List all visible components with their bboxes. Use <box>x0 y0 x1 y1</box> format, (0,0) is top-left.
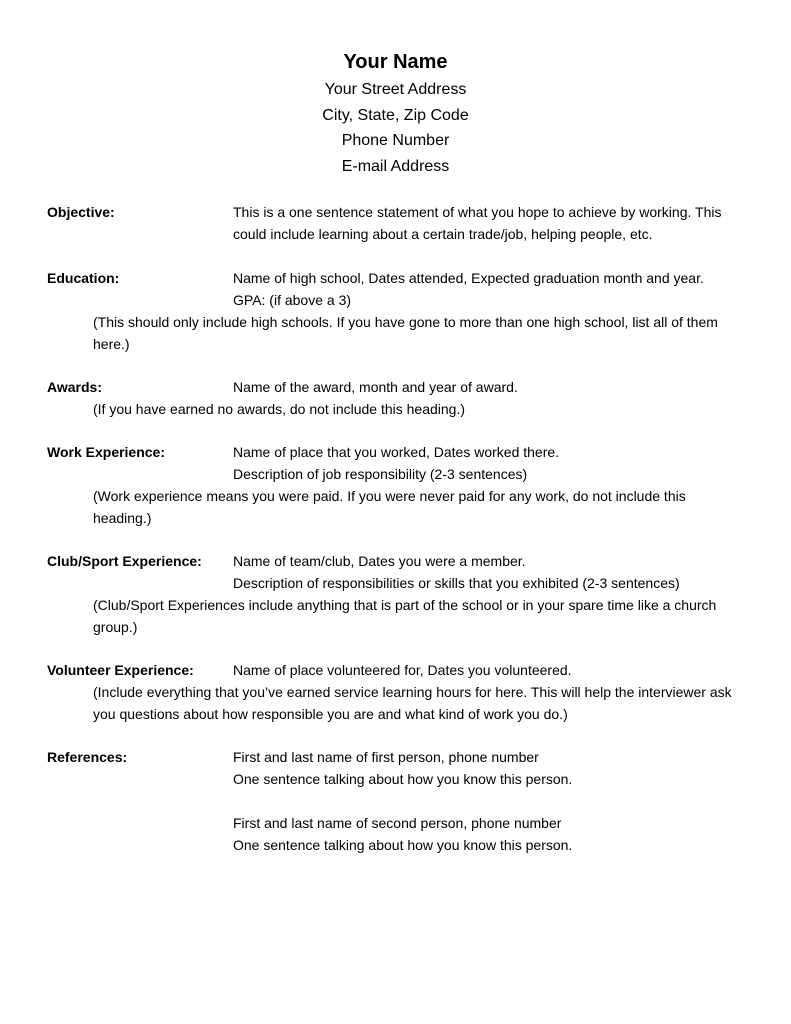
reference-2-name: First and last name of second person, phone number <box>233 815 562 831</box>
volunteer-section <box>47 659 747 725</box>
street-address: Your Street Address <box>324 81 467 98</box>
section-detail: Name of place volunteered for, Dates you volunteered. <box>233 662 572 678</box>
section-note: (Include everything that you’ve earned service learning hours for here. This will help the interviewer ask you questions about how responsible you are and what kind of work you do.) <box>93 684 732 722</box>
objective-section <box>47 201 747 245</box>
section-detail: Name of place that you worked, Dates worked there. <box>233 444 560 460</box>
reference-2-description: One sentence talking about how you know this person. <box>233 837 573 853</box>
email-address: E-mail Address <box>341 157 450 175</box>
section-heading: Volunteer Experience: <box>47 662 194 678</box>
reference-1-description: One sentence talking about how you know this person. <box>233 771 573 787</box>
section-heading: Club/Sport Experience: <box>47 553 202 569</box>
section-detail: could include learning about a certain trade/job, helping people, etc. <box>233 226 653 242</box>
section-heading: Education: <box>47 270 120 286</box>
section-note: (Work experience means you were paid. If you were never paid for any work, do not include this heading.) <box>93 488 686 526</box>
section-heading: References: <box>47 749 128 765</box>
section-heading: Work Experience: <box>47 444 166 460</box>
section-detail: Description of responsibilities or skills that you exhibited (2-3 sentences) <box>233 575 680 591</box>
section-heading: Awards: <box>47 379 102 395</box>
section-heading: Objective: <box>47 204 115 220</box>
section-detail: Description of job responsibility (2-3 sentences) <box>233 466 528 482</box>
section-detail: Name of the award, month and year of award. <box>233 379 518 395</box>
reference-1-name: First and last name of first person, phone number <box>233 749 539 765</box>
section-detail: Name of high school, Dates attended, Expected graduation month and year. <box>233 270 704 286</box>
section-detail: Name of team/club, Dates you were a member. <box>233 553 526 569</box>
reference-spacer <box>47 790 747 812</box>
section-note: (This should only include high schools. If you have gone to more than one high school, list all of them here.) <box>93 314 718 352</box>
section-note: (If you have earned no awards, do not include this heading.) <box>93 401 466 417</box>
awards-section <box>47 376 747 420</box>
work-experience-section <box>47 441 747 529</box>
resume-header <box>0 47 791 179</box>
section-note: (Club/Sport Experiences include anything that is part of the school or in your spare time like a church group.) <box>93 597 717 635</box>
applicant-name: Your Name <box>343 51 448 73</box>
education-section <box>47 267 747 355</box>
club-sport-section <box>47 550 747 638</box>
section-detail: This is a one sentence statement of what you hope to achieve by working. This <box>233 204 722 220</box>
references-section <box>47 746 747 856</box>
phone-number: Phone Number <box>341 132 450 149</box>
city-state-zip: City, State, Zip Code <box>322 106 469 124</box>
section-detail: GPA: (if above a 3) <box>233 292 352 308</box>
